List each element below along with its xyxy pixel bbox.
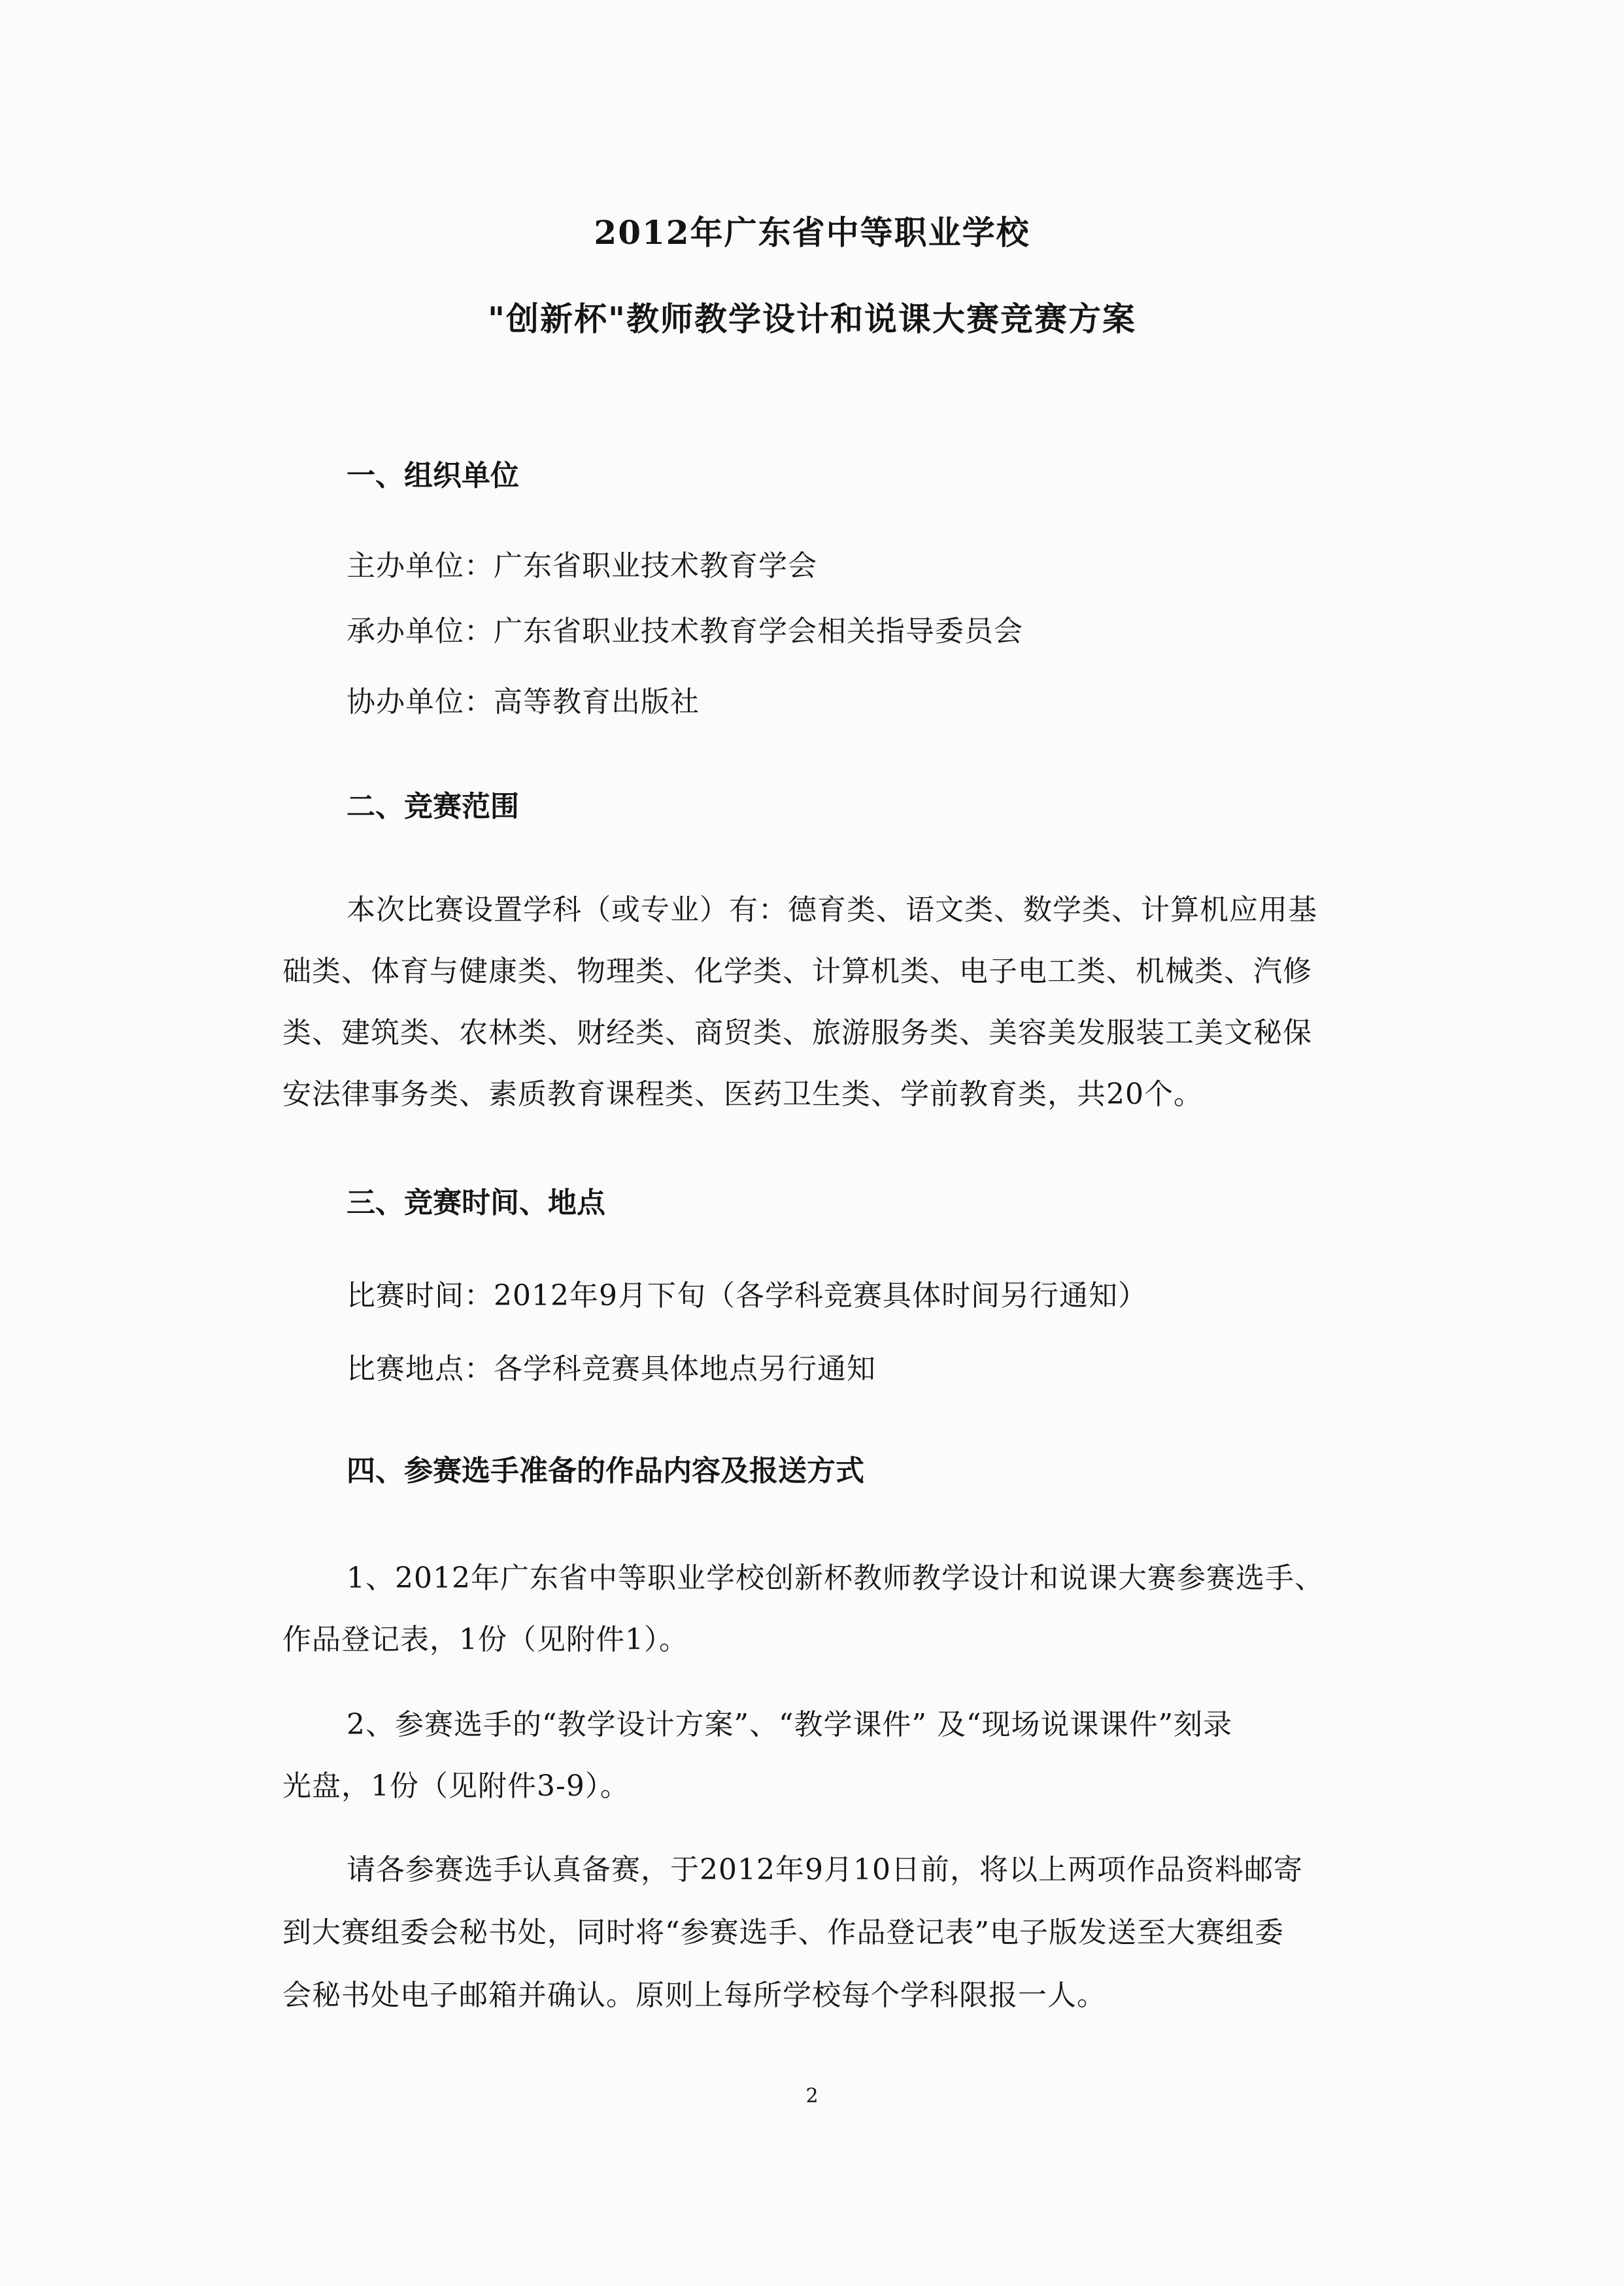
page-number: 2 xyxy=(805,2085,819,2107)
submission-notice-line-1: 请各参赛选手认真备赛，于2012年9月10日前，将以上两项作品资料邮寄 xyxy=(347,1853,1303,1886)
host-organization: 主办单位：广东省职业技术教育学会 xyxy=(347,549,817,583)
co-organizing-organization: 协办单位：高等教育出版社 xyxy=(347,685,700,719)
competition-place: 比赛地点：各学科竞赛具体地点另行通知 xyxy=(347,1352,876,1386)
section-4-heading: 四、参赛选手准备的作品内容及报送方式 xyxy=(347,1454,864,1488)
item-2-line-1: 2、参赛选手的“教学设计方案”、“教学课件” 及“现场说课课件”刻录 xyxy=(347,1708,1232,1741)
organizing-organization: 承办单位：广东省职业技术教育学会相关指导委员会 xyxy=(347,615,1023,648)
section-2-heading: 二、竞赛范围 xyxy=(347,790,519,823)
competition-time: 比赛时间：2012年9月下旬（各学科竞赛具体时间另行通知） xyxy=(347,1279,1147,1312)
submission-notice-line-3: 会秘书处电子邮箱并确认。原则上每所学校每个学科限报一人。 xyxy=(282,1979,1106,2012)
section-1-heading: 一、组织单位 xyxy=(347,459,519,492)
item-1-line-2: 作品登记表，1份（见附件1）。 xyxy=(282,1623,688,1656)
competition-scope-line-3: 类、建筑类、农林类、财经类、商贸类、旅游服务类、美容美发服装工美文秘保 xyxy=(282,1016,1312,1049)
document-title-line-2: "创新杯"教师教学设计和说课大赛竞赛方案 xyxy=(487,299,1137,338)
section-3-heading: 三、竞赛时间、地点 xyxy=(347,1186,605,1220)
item-2-line-2: 光盘，1份（见附件3-9）。 xyxy=(282,1769,630,1803)
item-1-line-1: 1、2012年广东省中等职业学校创新杯教师教学设计和说课大赛参赛选手、 xyxy=(347,1561,1324,1595)
document-title-line-1: 2012年广东省中等职业学校 xyxy=(594,213,1030,252)
submission-notice-line-2: 到大赛组委会秘书处，同时将“参赛选手、作品登记表”电子版发送至大赛组委 xyxy=(282,1916,1284,1949)
competition-scope-line-2: 础类、体育与健康类、物理类、化学类、计算机类、电子电工类、机械类、汽修 xyxy=(282,955,1312,988)
competition-scope-line-1: 本次比赛设置学科（或专业）有：德育类、语文类、数学类、计算机应用基 xyxy=(347,893,1317,927)
competition-scope-line-4: 安法律事务类、素质教育课程类、医药卫生类、学前教育类，共20个。 xyxy=(282,1078,1203,1111)
